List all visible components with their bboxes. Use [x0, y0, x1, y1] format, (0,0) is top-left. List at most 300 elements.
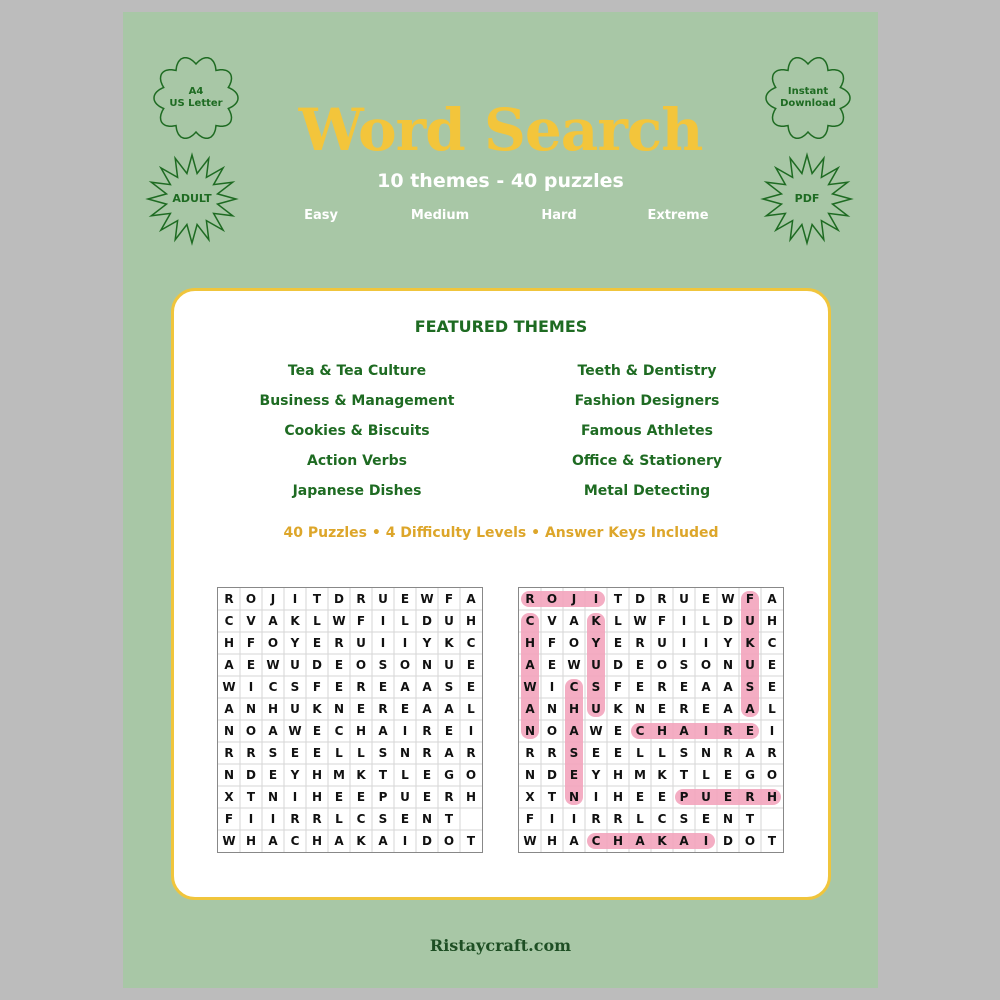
grid-letter: L: [702, 768, 710, 782]
grid-letter: A: [679, 834, 689, 848]
grid-letter: Y: [591, 768, 601, 782]
grid-letter: R: [444, 790, 454, 804]
grid-letter: R: [224, 746, 234, 760]
grid-letter: I: [292, 790, 298, 804]
grid-letter: E: [246, 658, 256, 672]
grid-letter: C: [224, 614, 234, 628]
grid-letter: T: [444, 812, 454, 826]
grid-letter: F: [444, 592, 454, 606]
theme-item: Teeth & Dentistry: [577, 363, 717, 379]
grid-letter: U: [591, 658, 601, 672]
theme-item: Fashion Designers: [574, 393, 720, 409]
grid-letter: O: [245, 724, 257, 738]
grid-letter: H: [355, 724, 367, 738]
grid-letter: E: [657, 790, 667, 804]
grid-letter: C: [356, 812, 366, 826]
grid-letter: E: [767, 680, 777, 694]
grid-letter: A: [701, 680, 711, 694]
grid-letter: H: [766, 614, 778, 628]
grid-letter: R: [224, 592, 234, 606]
grid-letter: D: [422, 614, 432, 628]
grid-letter: I: [703, 724, 709, 738]
grid-letter: H: [311, 768, 323, 782]
grid-letter: D: [422, 834, 432, 848]
grid-letter: I: [402, 834, 408, 848]
grid-letter: A: [268, 724, 278, 738]
theme-item: Japanese Dishes: [292, 483, 422, 499]
grid-letter: C: [591, 834, 601, 848]
grid-letter: E: [356, 702, 366, 716]
grid-letter: R: [591, 812, 601, 826]
grid-letter: H: [223, 636, 235, 650]
grid-letter: F: [246, 636, 256, 650]
grid-letter: E: [701, 812, 711, 826]
page-title: Word Search: [298, 96, 703, 164]
grid-letter: U: [444, 614, 454, 628]
grid-letter: D: [312, 658, 322, 672]
grid-letter: H: [267, 702, 279, 716]
grid-letter: U: [745, 614, 755, 628]
grid-letter: O: [766, 768, 778, 782]
grid-letter: F: [224, 812, 234, 826]
grid-letter: D: [723, 834, 733, 848]
grid-letter: I: [549, 812, 555, 826]
grid-letter: L: [658, 746, 666, 760]
grid-letter: R: [525, 592, 535, 606]
grid-letter: Y: [591, 636, 601, 650]
grid-letter: R: [547, 746, 557, 760]
grid-letter: S: [679, 746, 689, 760]
grid-letter: U: [591, 702, 601, 716]
grid-letter: U: [657, 636, 667, 650]
grid-letter: L: [702, 614, 710, 628]
grid-letter: X: [525, 790, 535, 804]
grid-letter: O: [546, 724, 558, 738]
grid-letter: W: [567, 658, 581, 672]
grid-letter: W: [721, 592, 735, 606]
grid-letter: W: [523, 680, 537, 694]
grid-letter: C: [767, 636, 777, 650]
grid-letter: A: [723, 680, 733, 694]
grid-letter: H: [612, 768, 624, 782]
level-medium: Medium: [410, 208, 470, 223]
grid-letter: O: [355, 658, 367, 672]
theme-item: Office & Stationery: [571, 453, 723, 469]
grid-letter: I: [248, 680, 254, 694]
grid-letter: Y: [290, 636, 300, 650]
theme-item: Famous Athletes: [581, 423, 713, 439]
grid-letter: C: [657, 812, 667, 826]
grid-letter: J: [270, 592, 276, 606]
grid-letter: C: [334, 724, 344, 738]
grid-letter: T: [547, 790, 557, 804]
grid-letter: A: [525, 702, 535, 716]
grid-letter: N: [223, 768, 235, 782]
grid-letter: A: [569, 724, 579, 738]
grid-letter: T: [312, 592, 322, 606]
grid-letter: K: [312, 702, 322, 716]
grid-letter: U: [400, 790, 410, 804]
grid-letter: K: [356, 834, 366, 848]
grid-letter: N: [267, 790, 279, 804]
page-subtitle: 10 themes - 40 puzzles: [377, 170, 624, 192]
grid-letter: A: [569, 834, 579, 848]
grid-letter: Y: [290, 768, 300, 782]
grid-letter: O: [700, 658, 712, 672]
grid-letter: E: [701, 592, 711, 606]
grid-letter: R: [613, 812, 623, 826]
grid-letter: S: [378, 812, 388, 826]
pdf-label: PDF: [794, 192, 820, 205]
grid-letter: O: [546, 592, 558, 606]
grid-letter: A: [224, 702, 234, 716]
grid-letter: W: [523, 834, 537, 848]
grid-letter: L: [401, 614, 409, 628]
grid-letter: I: [571, 812, 577, 826]
grid-letter: I: [703, 834, 709, 848]
grid-letter: L: [768, 702, 776, 716]
grid-letter: T: [613, 592, 623, 606]
grid-letter: U: [290, 658, 300, 672]
grid-letter: E: [334, 680, 344, 694]
grid-letter: H: [612, 834, 624, 848]
grid-letter: F: [613, 680, 623, 694]
grid-letter: S: [745, 680, 755, 694]
grid-letter: F: [547, 636, 557, 650]
grid-letter: F: [657, 614, 667, 628]
grid-letter: N: [399, 746, 411, 760]
level-extreme: Extreme: [647, 208, 709, 223]
grid-letter: A: [378, 834, 388, 848]
brand-footer: Ristaycraft.com: [429, 936, 572, 955]
grid-letter: L: [313, 614, 321, 628]
grid-letter: N: [524, 768, 536, 782]
grid-letter: E: [723, 790, 733, 804]
grid-letter: E: [400, 592, 410, 606]
level-easy: Easy: [304, 208, 338, 223]
grid-letter: E: [466, 658, 476, 672]
grid-letter: I: [468, 724, 474, 738]
grid-letter: X: [224, 790, 234, 804]
grid-letter: S: [591, 680, 601, 694]
grid-letter: W: [420, 592, 434, 606]
grid-letter: P: [378, 790, 388, 804]
featured-themes-title: FEATURED THEMES: [414, 317, 588, 336]
grid-letter: E: [723, 768, 733, 782]
grid-letter: O: [568, 636, 580, 650]
grid-letter: I: [549, 680, 555, 694]
grid-letter: I: [380, 636, 386, 650]
grid-letter: U: [356, 636, 366, 650]
grid-letter: O: [465, 768, 477, 782]
grid-letter: R: [334, 636, 344, 650]
grid-letter: A: [422, 702, 432, 716]
grid-letter: I: [380, 614, 386, 628]
grid-letter: O: [443, 834, 455, 848]
grid-letter: C: [569, 680, 579, 694]
grid-letter: N: [421, 812, 433, 826]
grid-letter: I: [593, 592, 599, 606]
grid-letter: T: [679, 768, 689, 782]
grid-letter: L: [357, 746, 365, 760]
grid-letter: A: [378, 724, 388, 738]
grid-letter: N: [722, 658, 734, 672]
grid-letter: K: [657, 834, 667, 848]
grid-letter: T: [246, 790, 256, 804]
grid-letter: G: [745, 768, 755, 782]
grid-letter: H: [311, 834, 323, 848]
grid-letter: W: [222, 834, 236, 848]
grid-letter: U: [378, 592, 388, 606]
grid-letter: W: [589, 724, 603, 738]
grid-letter: O: [656, 658, 668, 672]
format-letter-label: US Letter: [169, 98, 223, 109]
grid-letter: T: [466, 834, 476, 848]
grid-letter: C: [635, 724, 645, 738]
grid-letter: W: [222, 680, 236, 694]
grid-letter: E: [422, 768, 432, 782]
grid-letter: E: [767, 658, 777, 672]
grid-letter: R: [657, 680, 667, 694]
grid-letter: D: [547, 768, 557, 782]
grid-letter: E: [679, 680, 689, 694]
grid-letter: E: [422, 790, 432, 804]
grid-letter: L: [636, 746, 644, 760]
theme-item: Metal Detecting: [583, 483, 711, 499]
grid-letter: N: [223, 724, 235, 738]
grid-letter: A: [334, 834, 344, 848]
answer-key-grid: [518, 587, 784, 853]
grid-letter: K: [356, 768, 366, 782]
adult-badge: [142, 149, 242, 249]
grid-letter: N: [245, 702, 257, 716]
grid-letter: S: [444, 680, 454, 694]
grid-letter: R: [525, 746, 535, 760]
grid-letter: A: [679, 724, 689, 738]
grid-letter: K: [745, 636, 755, 650]
grid-letter: K: [613, 702, 623, 716]
grid-letter: I: [402, 724, 408, 738]
grid-letter: F: [356, 614, 366, 628]
grid-letter: M: [333, 768, 345, 782]
grid-letter: R: [356, 592, 366, 606]
grid-letter: E: [745, 724, 755, 738]
grid-letter: F: [745, 592, 755, 606]
grid-letter: U: [679, 592, 689, 606]
grid-letter: H: [612, 790, 624, 804]
grid-letter: E: [613, 636, 623, 650]
grid-letter: S: [378, 658, 388, 672]
grid-letter: H: [245, 834, 257, 848]
grid-letter: Y: [723, 636, 733, 650]
grid-letter: Y: [422, 636, 432, 650]
grid-letter: V: [246, 614, 256, 628]
grid-letter: T: [745, 812, 755, 826]
grid-letter: W: [266, 658, 280, 672]
grid-letter: W: [633, 614, 647, 628]
grid-letter: O: [267, 636, 279, 650]
grid-letter: T: [767, 834, 777, 848]
grid-letter: A: [723, 702, 733, 716]
grid-letter: I: [681, 636, 687, 650]
grid-letter: M: [634, 768, 646, 782]
grid-letter: A: [224, 658, 234, 672]
grid-letter: D: [723, 614, 733, 628]
product-cover: [123, 12, 878, 988]
format-a4-label: A4: [188, 86, 204, 97]
featured-themes-card: [171, 288, 831, 900]
grid-letter: T: [378, 768, 388, 782]
grid-letter: I: [703, 636, 709, 650]
grid-letter: N: [722, 812, 734, 826]
grid-letter: H: [568, 702, 580, 716]
grid-letter: D: [613, 658, 623, 672]
grid-letter: E: [356, 790, 366, 804]
grid-letter: R: [466, 746, 476, 760]
grid-letter: E: [400, 702, 410, 716]
grid-letter: E: [334, 790, 344, 804]
theme-item: Tea & Tea Culture: [287, 363, 427, 379]
grid-letter: [761, 808, 783, 830]
grid-letter: R: [312, 812, 322, 826]
grid-letter: H: [766, 790, 778, 804]
grid-letter: R: [422, 746, 432, 760]
grid-letter: S: [290, 680, 300, 694]
grid-letter: I: [769, 724, 775, 738]
grid-letter: D: [334, 592, 344, 606]
grid-letter: U: [290, 702, 300, 716]
grid-letter: R: [246, 746, 256, 760]
grid-letter: E: [268, 768, 278, 782]
grid-letter: E: [657, 702, 667, 716]
grid-letter: U: [701, 790, 711, 804]
grid-letter: K: [591, 614, 601, 628]
grid-letter: N: [568, 790, 580, 804]
grid-letter: V: [547, 614, 557, 628]
theme-item: Action Verbs: [307, 453, 407, 469]
grid-letter: A: [268, 614, 278, 628]
grid-letter: E: [635, 658, 645, 672]
grid-letter: R: [422, 724, 432, 738]
grid-letter: E: [635, 680, 645, 694]
grid-letter: A: [635, 834, 645, 848]
grid-letter: A: [466, 592, 476, 606]
grid-letter: R: [378, 702, 388, 716]
grid-letter: H: [465, 614, 477, 628]
grid-letter: L: [335, 746, 343, 760]
grid-letter: U: [444, 658, 454, 672]
grid-letter: S: [268, 746, 278, 760]
grid-letter: A: [444, 746, 454, 760]
grid-letter: N: [700, 746, 712, 760]
grid-letter: N: [333, 702, 345, 716]
grid-letter: A: [400, 680, 410, 694]
grid-letter: I: [292, 592, 298, 606]
grid-letter: R: [290, 812, 300, 826]
grid-letter: N: [634, 702, 646, 716]
grid-letter: R: [635, 636, 645, 650]
grid-letter: I: [681, 614, 687, 628]
grid-letter: K: [290, 614, 300, 628]
grid-letter: E: [701, 702, 711, 716]
grid-letter: N: [546, 702, 558, 716]
grid-letter: [460, 808, 482, 830]
grid-letter: R: [723, 746, 733, 760]
grid-letter: A: [569, 614, 579, 628]
grid-letter: R: [657, 592, 667, 606]
grid-letter: D: [635, 592, 645, 606]
grid-letter: I: [270, 812, 276, 826]
grid-letter: O: [245, 592, 257, 606]
grid-letter: R: [723, 724, 733, 738]
grid-letter: W: [288, 724, 302, 738]
grid-letter: E: [547, 658, 557, 672]
grid-letter: L: [614, 614, 622, 628]
grid-letter: N: [524, 724, 536, 738]
grid-letter: H: [656, 724, 668, 738]
grid-letter: R: [767, 746, 777, 760]
grid-letter: R: [679, 702, 689, 716]
grid-letter: E: [466, 680, 476, 694]
grid-letter: S: [679, 812, 689, 826]
grid-letter: A: [525, 658, 535, 672]
grid-letter: U: [745, 658, 755, 672]
grid-letter: E: [400, 812, 410, 826]
grid-letter: L: [401, 768, 409, 782]
grid-letter: C: [466, 636, 476, 650]
grid-letter: P: [679, 790, 689, 804]
grid-letter: F: [312, 680, 322, 694]
grid-letter: O: [744, 834, 756, 848]
level-hard: Hard: [541, 208, 577, 223]
grid-letter: L: [467, 702, 475, 716]
grid-letter: W: [332, 614, 346, 628]
grid-letter: E: [378, 680, 388, 694]
grid-letter: A: [268, 834, 278, 848]
grid-letter: H: [311, 790, 323, 804]
theme-item: Business & Management: [259, 393, 455, 409]
download-line2: Download: [780, 98, 836, 109]
adult-label: ADULT: [172, 192, 212, 205]
grid-letter: L: [335, 812, 343, 826]
grid-letter: E: [444, 724, 454, 738]
features-tagline: 40 Puzzles • 4 Difficulty Levels • Answer Keys Included: [283, 525, 719, 541]
grid-letter: O: [399, 658, 411, 672]
grid-letter: I: [593, 790, 599, 804]
grid-letter: I: [402, 636, 408, 650]
grid-letter: E: [613, 724, 623, 738]
grid-letter: R: [745, 790, 755, 804]
grid-letter: S: [378, 746, 388, 760]
grid-letter: A: [444, 702, 454, 716]
grid-letter: J: [571, 592, 577, 606]
grid-letter: E: [591, 746, 601, 760]
grid-letter: I: [248, 812, 254, 826]
grid-letter: K: [657, 768, 667, 782]
grid-letter: H: [465, 790, 477, 804]
pdf-badge: [757, 149, 857, 249]
grid-letter: E: [290, 746, 300, 760]
grid-letter: E: [569, 768, 579, 782]
grid-letter: F: [525, 812, 535, 826]
grid-letter: E: [312, 746, 322, 760]
grid-letter: C: [268, 680, 278, 694]
theme-item: Cookies & Biscuits: [284, 423, 430, 439]
grid-letter: A: [745, 746, 755, 760]
grid-letter: G: [444, 768, 454, 782]
grid-letter: A: [422, 680, 432, 694]
grid-letter: L: [636, 812, 644, 826]
